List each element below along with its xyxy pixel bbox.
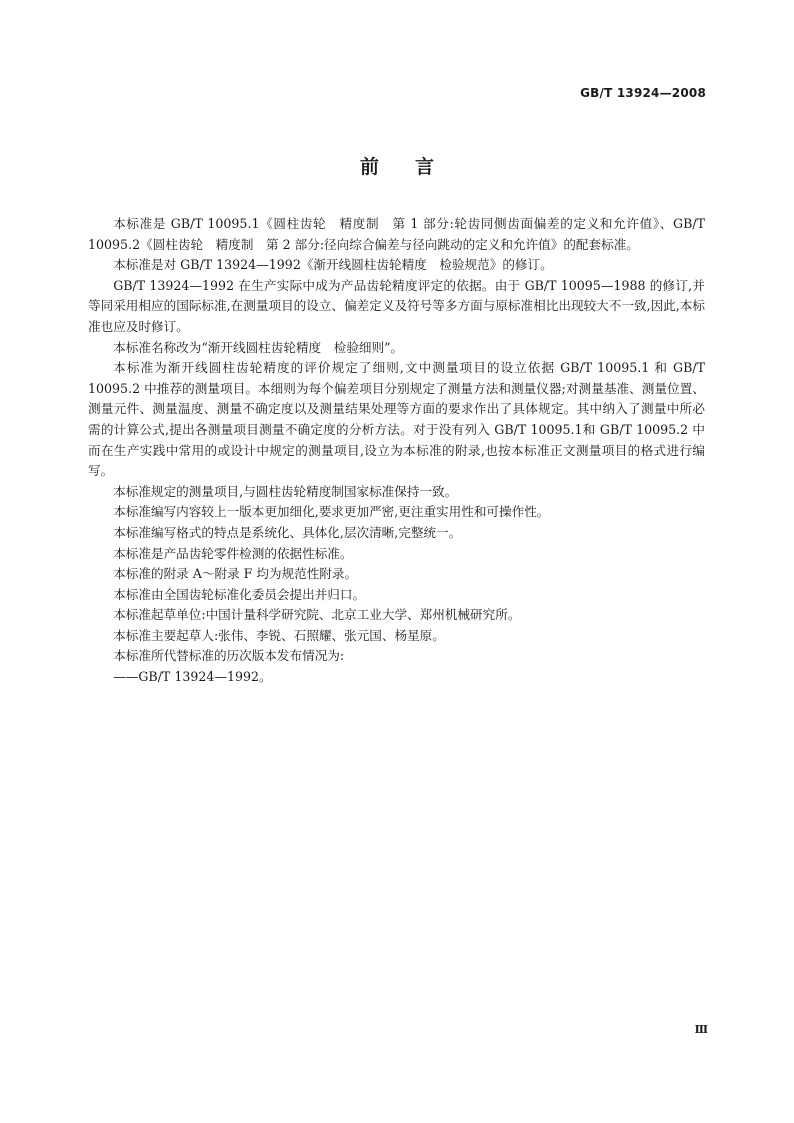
replaced-standard-item: ——GB/T 13924—1992。 bbox=[113, 669, 272, 685]
paragraph: GB/T 13924—1992 在生产实际中成为产品齿轮精度评定的依据。由于 GB/T 10095—1988 的修订,并等同采用相应的国际标准,在测量项目的设立、偏差定义及符号等多方面与原标准相比出现较大不一致,因此,本标准也应及时修订。 bbox=[88, 277, 705, 334]
paragraph: 本标准为渐开线圆柱齿轮精度的评价规定了细则,文中测量项目的设立依据 GB/T 10095.1 和 GB/T 10095.2 中推荐的测量项目。本细则为每个偏差项目分别规定了测量方法和测量仪器;对测量基准、测量位置、测量元件、测量温度、测量不确定度以及测量结果处理等方面的要求作出了具体规定。其中纳入了测量中所必需的计算公式,提出各测量项目测量不确定度的分析方法。对于没有列入 GB/T 10095.1和 GB/T 10095.2 中而在生产实践中常用的或设计中规定的测量项目,设立为本标准的附录,也按本标准正文测量项目的格式进行编写。 bbox=[88, 360, 705, 479]
foreword-body bbox=[88, 214, 705, 688]
paragraph: 本标准是产品齿轮零件检测的依据性标准。 bbox=[113, 545, 353, 561]
paragraph: 本标准规定的测量项目,与圆柱齿轮精度制国家标准保持一致。 bbox=[113, 483, 458, 499]
paragraph: 本标准所代替标准的历次版本发布情况为: bbox=[113, 648, 345, 664]
paragraph: 本标准是 GB/T 10095.1《圆柱齿轮 精度制 第 1 部分:轮齿同侧齿面偏差的定义和允许值》、GB/T 10095.2《圆柱齿轮 精度制 第 2 部分:径向综合偏差与径向跳动的定义和允许值》的配套标准。 bbox=[88, 216, 705, 252]
paragraph: 本标准编写内容较上一版本更加细化,要求更加严密,更注重实用性和可操作性。 bbox=[113, 504, 550, 520]
paragraph: 本标准主要起草人:张伟、李锐、石照耀、张元国、杨星原。 bbox=[113, 627, 445, 643]
standard-code: GB/T 13924—2008 bbox=[580, 86, 706, 100]
page-number: Ⅲ bbox=[694, 1023, 708, 1036]
paragraph: 本标准名称改为“渐开线圆柱齿轮精度 检验细则”。 bbox=[113, 339, 404, 355]
paragraph: 本标准由全国齿轮标准化委员会提出并归口。 bbox=[113, 586, 366, 602]
page-title: 前言 bbox=[359, 156, 470, 178]
paragraph: 本标准起草单位:中国计量科学研究院、北京工业大学、郑州机械研究所。 bbox=[113, 607, 521, 623]
paragraph: 本标准编写格式的特点是系统化、具体化,层次清晰,完整统一。 bbox=[113, 524, 462, 540]
paragraph: 本标准的附录 A～附录 F 均为规范性附录。 bbox=[113, 566, 358, 582]
paragraph: 本标准是对 GB/T 13924—1992《渐开线圆柱齿轮精度 检验规范》的修订。 bbox=[113, 257, 553, 273]
